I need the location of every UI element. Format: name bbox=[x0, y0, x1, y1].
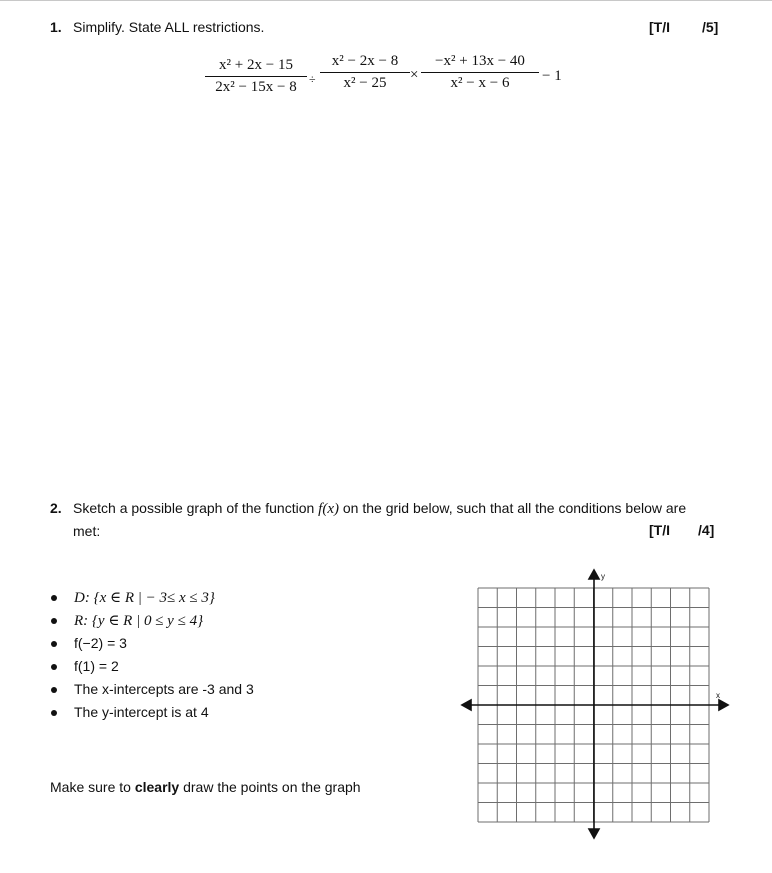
q1-number: 1. bbox=[50, 19, 62, 35]
q1-marks-total: /5] bbox=[702, 19, 719, 35]
x-axis-left-arrow bbox=[462, 700, 471, 710]
y-axis-label: y bbox=[601, 572, 605, 581]
fraction-1 bbox=[205, 57, 307, 96]
q2-prompt-line-2: met: bbox=[73, 523, 101, 539]
q2-prompt-before: Sketch a possible graph of the function bbox=[73, 500, 319, 516]
fraction-2-denominator: x² − 25 bbox=[343, 75, 387, 91]
page-top-border bbox=[0, 0, 772, 1]
q2-note bbox=[50, 779, 361, 795]
multiply-operator: × bbox=[410, 67, 419, 83]
q1-prompt: Simplify. State ALL restrictions. bbox=[73, 19, 265, 35]
q2-number: 2. bbox=[50, 500, 62, 516]
condition-domain: D: {x ∈ R | − 3≤ x ≤ 3} bbox=[48, 588, 254, 611]
q1-marks-category: [T/I bbox=[649, 19, 670, 35]
fraction-1-denominator: 2x² − 15x − 8 bbox=[215, 79, 297, 95]
y-axis-top-arrow bbox=[589, 570, 599, 579]
fraction-2-numerator: x² − 2x − 8 bbox=[320, 53, 410, 73]
fraction-2 bbox=[320, 53, 410, 92]
q2-prompt-after: on the grid below, such that all the conditions below are bbox=[339, 500, 687, 516]
condition-y-intercept: The y-intercept is at 4 bbox=[48, 703, 254, 726]
coordinate-grid[interactable] bbox=[460, 568, 730, 840]
q2-marks-category: [T/I bbox=[649, 522, 670, 538]
fraction-3-numerator: −x² + 13x − 40 bbox=[421, 53, 539, 73]
q2-prompt-line-1 bbox=[73, 500, 686, 518]
condition-range: R: {y ∈ R | 0 ≤ y ≤ 4} bbox=[48, 611, 254, 634]
condition-f-of-neg2: f(−2) = 3 bbox=[48, 634, 254, 657]
q2-marks-total: /4] bbox=[698, 522, 715, 538]
x-axis-label: x bbox=[716, 691, 720, 700]
q2-note-after: draw the points on the graph bbox=[179, 779, 361, 795]
minus-one-term: − 1 bbox=[542, 68, 562, 84]
x-axis-right-arrow bbox=[719, 700, 728, 710]
condition-x-intercepts: The x-intercepts are -3 and 3 bbox=[48, 680, 254, 703]
divide-operator: ÷ bbox=[309, 72, 316, 86]
q2-conditions-list bbox=[48, 588, 254, 726]
q2-note-before: Make sure to bbox=[50, 779, 135, 795]
fraction-3-denominator: x² − x − 6 bbox=[450, 75, 510, 91]
q2-note-bold: clearly bbox=[134, 779, 180, 795]
q2-function-name: f(x) bbox=[318, 501, 339, 517]
fraction-1-numerator: x² + 2x − 15 bbox=[205, 57, 307, 77]
condition-f-of-1: f(1) = 2 bbox=[48, 657, 254, 680]
y-axis-bottom-arrow bbox=[589, 829, 599, 838]
fraction-3 bbox=[421, 53, 539, 92]
